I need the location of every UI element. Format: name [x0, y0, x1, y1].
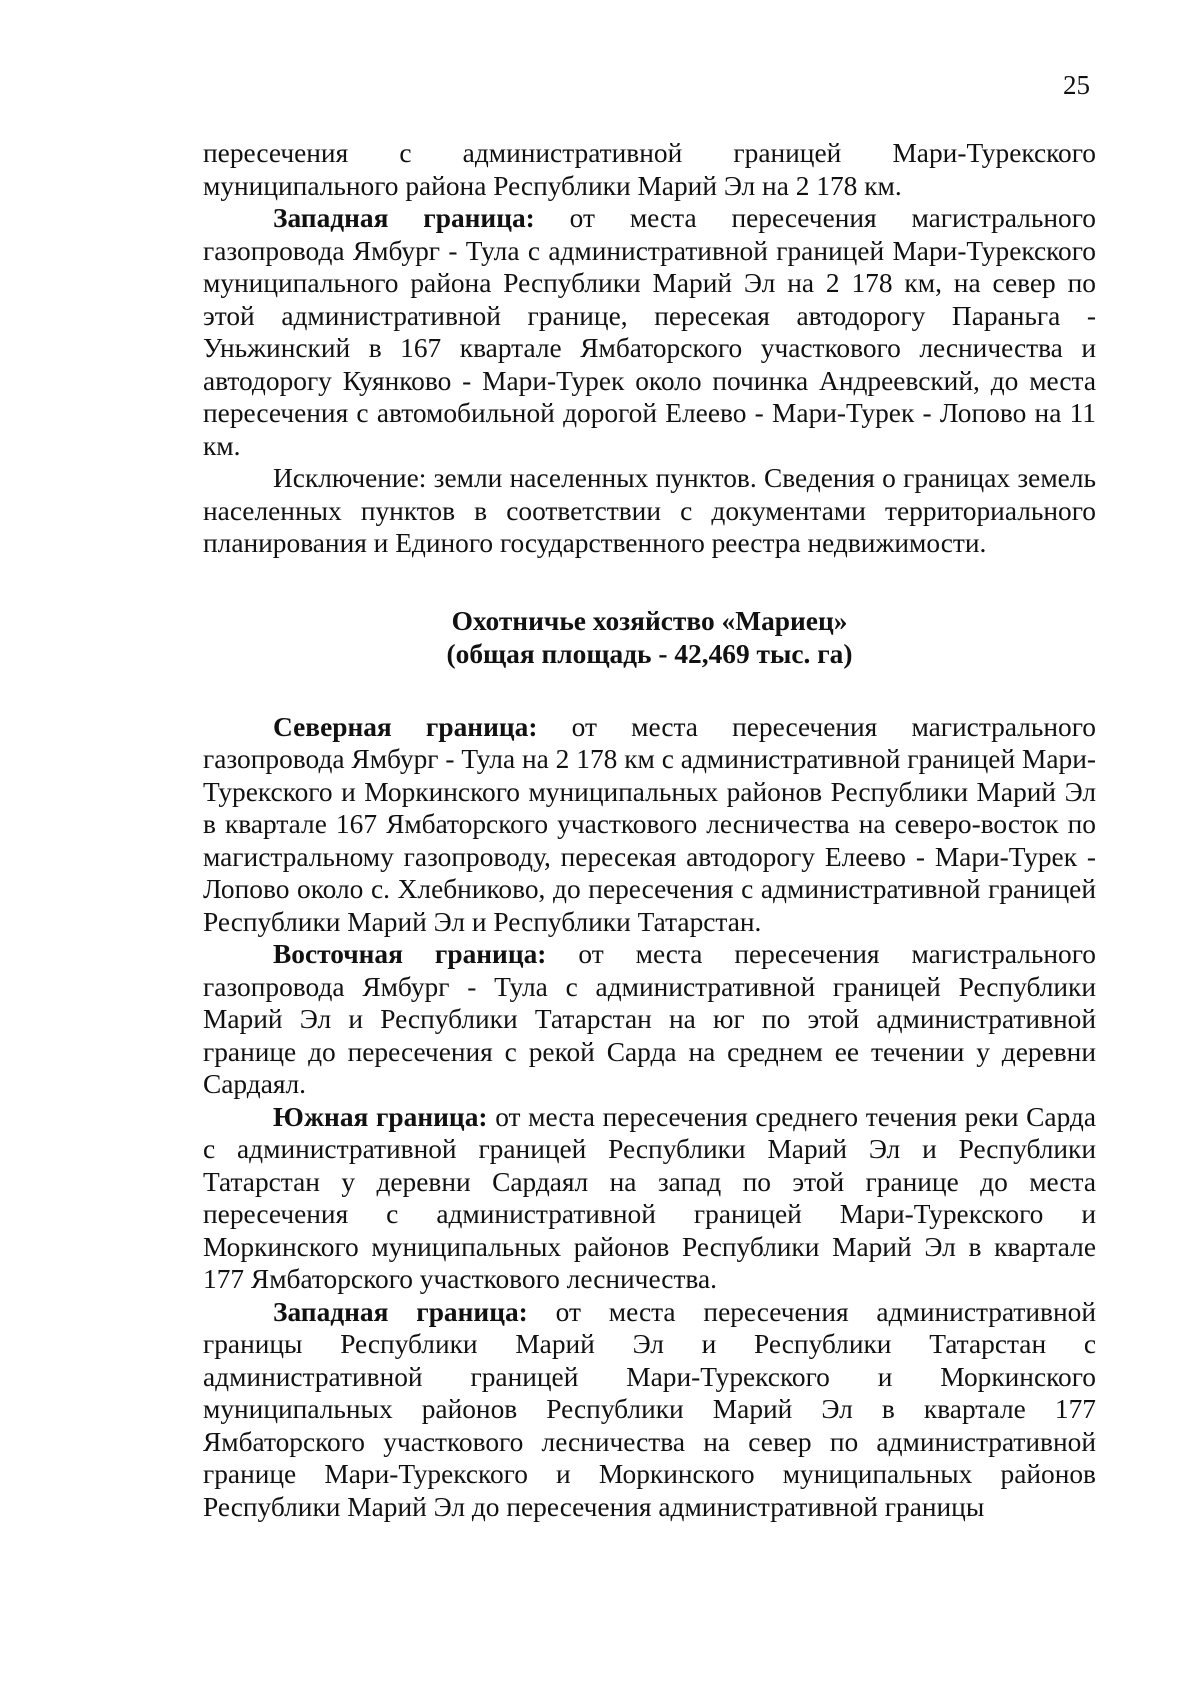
paragraph-text: от места пересечения магистрального газопровода Ямбург - Тула с административной границей Республики Марий Эл и Республики Татарстан на юг по этой административной границе до пересечения с рекой Сарда на среднем ее течении у деревни Сардаял. — [203, 939, 1096, 1099]
boundary-label: Западная граница: — [273, 203, 535, 233]
document-body — [203, 137, 1096, 1523]
boundary-label: Южная граница: — [273, 1101, 488, 1132]
paragraph-west-boundary-2 — [203, 1296, 1096, 1524]
paragraph-text: от места пересечения среднего течения реки Сарда с административной границей Республики Марий Эл и Республики Татарстан у деревни Сардаял на запад по этой границе до места пересечения с административной границей Мари-Турекского и Моркинского муниципальных районов Республики Марий Эл в квартале 177 Ямбаторского участкового лесничества. — [203, 1101, 1096, 1294]
page-number: 25 — [1063, 70, 1090, 100]
paragraph-north-boundary — [203, 711, 1096, 939]
boundary-label: Северная граница: — [273, 711, 538, 742]
paragraph-west-boundary-1 — [203, 202, 1096, 462]
paragraph-text: от места пересечения административной границы Республики Марий Эл и Республики Татарстан с административной границей Мари-Турекского и Моркинского муниципальных районов Республики Марий Эл в квартале 177 Ямбаторского участкового лесничества на север по административной границе Мари-Турекского и Моркинского муниципальных районов Республики Марий Эл до пересечения административной границы — [203, 1296, 1097, 1522]
section-heading — [203, 605, 1096, 671]
paragraph-east-boundary — [203, 938, 1096, 1101]
paragraph-text: от места пересечения магистрального газопровода Ямбург - Тула на 2 178 км с административной границей Мари-Турекского и Моркинского муниципальных районов Республики Марий Эл в квартале 167 Ямбаторского участкового лесничества на северо-восток по магистральному газопроводу, пересекая автодорогу Елеево - Мари-Турек - Лопово около с. Хлебниково, до пересечения с административной границей Республики Марий Эл и Республики Татарстан. — [203, 711, 1096, 937]
paragraph-continuation — [203, 137, 1096, 202]
heading-area: (общая площадь - 42,469 тыс. га) — [446, 638, 853, 669]
boundary-label: Восточная граница: — [273, 939, 547, 969]
paragraph-text: Исключение: земли населенных пунктов. Сведения о границах земель населенных пунктов в соответствии с документами территориального планирования и Единого государственного реестра недвижимости. — [203, 463, 1096, 558]
heading-title: Охотничье хозяйство «Мариец» — [451, 605, 848, 636]
paragraph-text: пересечения с административной границей Мари-Турекского муниципального района Республики Марий Эл на 2 178 км. — [203, 138, 1096, 201]
paragraph-exception — [203, 462, 1096, 560]
boundary-label: Западная граница: — [273, 1296, 528, 1327]
paragraph-text: от места пересечения магистрального газопровода Ямбург - Тула с административной границей Мари-Турекского муниципального района Республики Марий Эл на 2 178 км, на север по этой административной границе, пересекая автодорогу Параньга - Уньжинский в 167 квартале Ямбаторского участкового лесничества и автодорогу Куянково - Мари-Турек около починка Андреевский, до места пересечения с автомобильной дорогой Елеево - Мари-Турек - Лопово на 11 км. — [203, 203, 1097, 461]
paragraph-south-boundary — [203, 1101, 1096, 1296]
